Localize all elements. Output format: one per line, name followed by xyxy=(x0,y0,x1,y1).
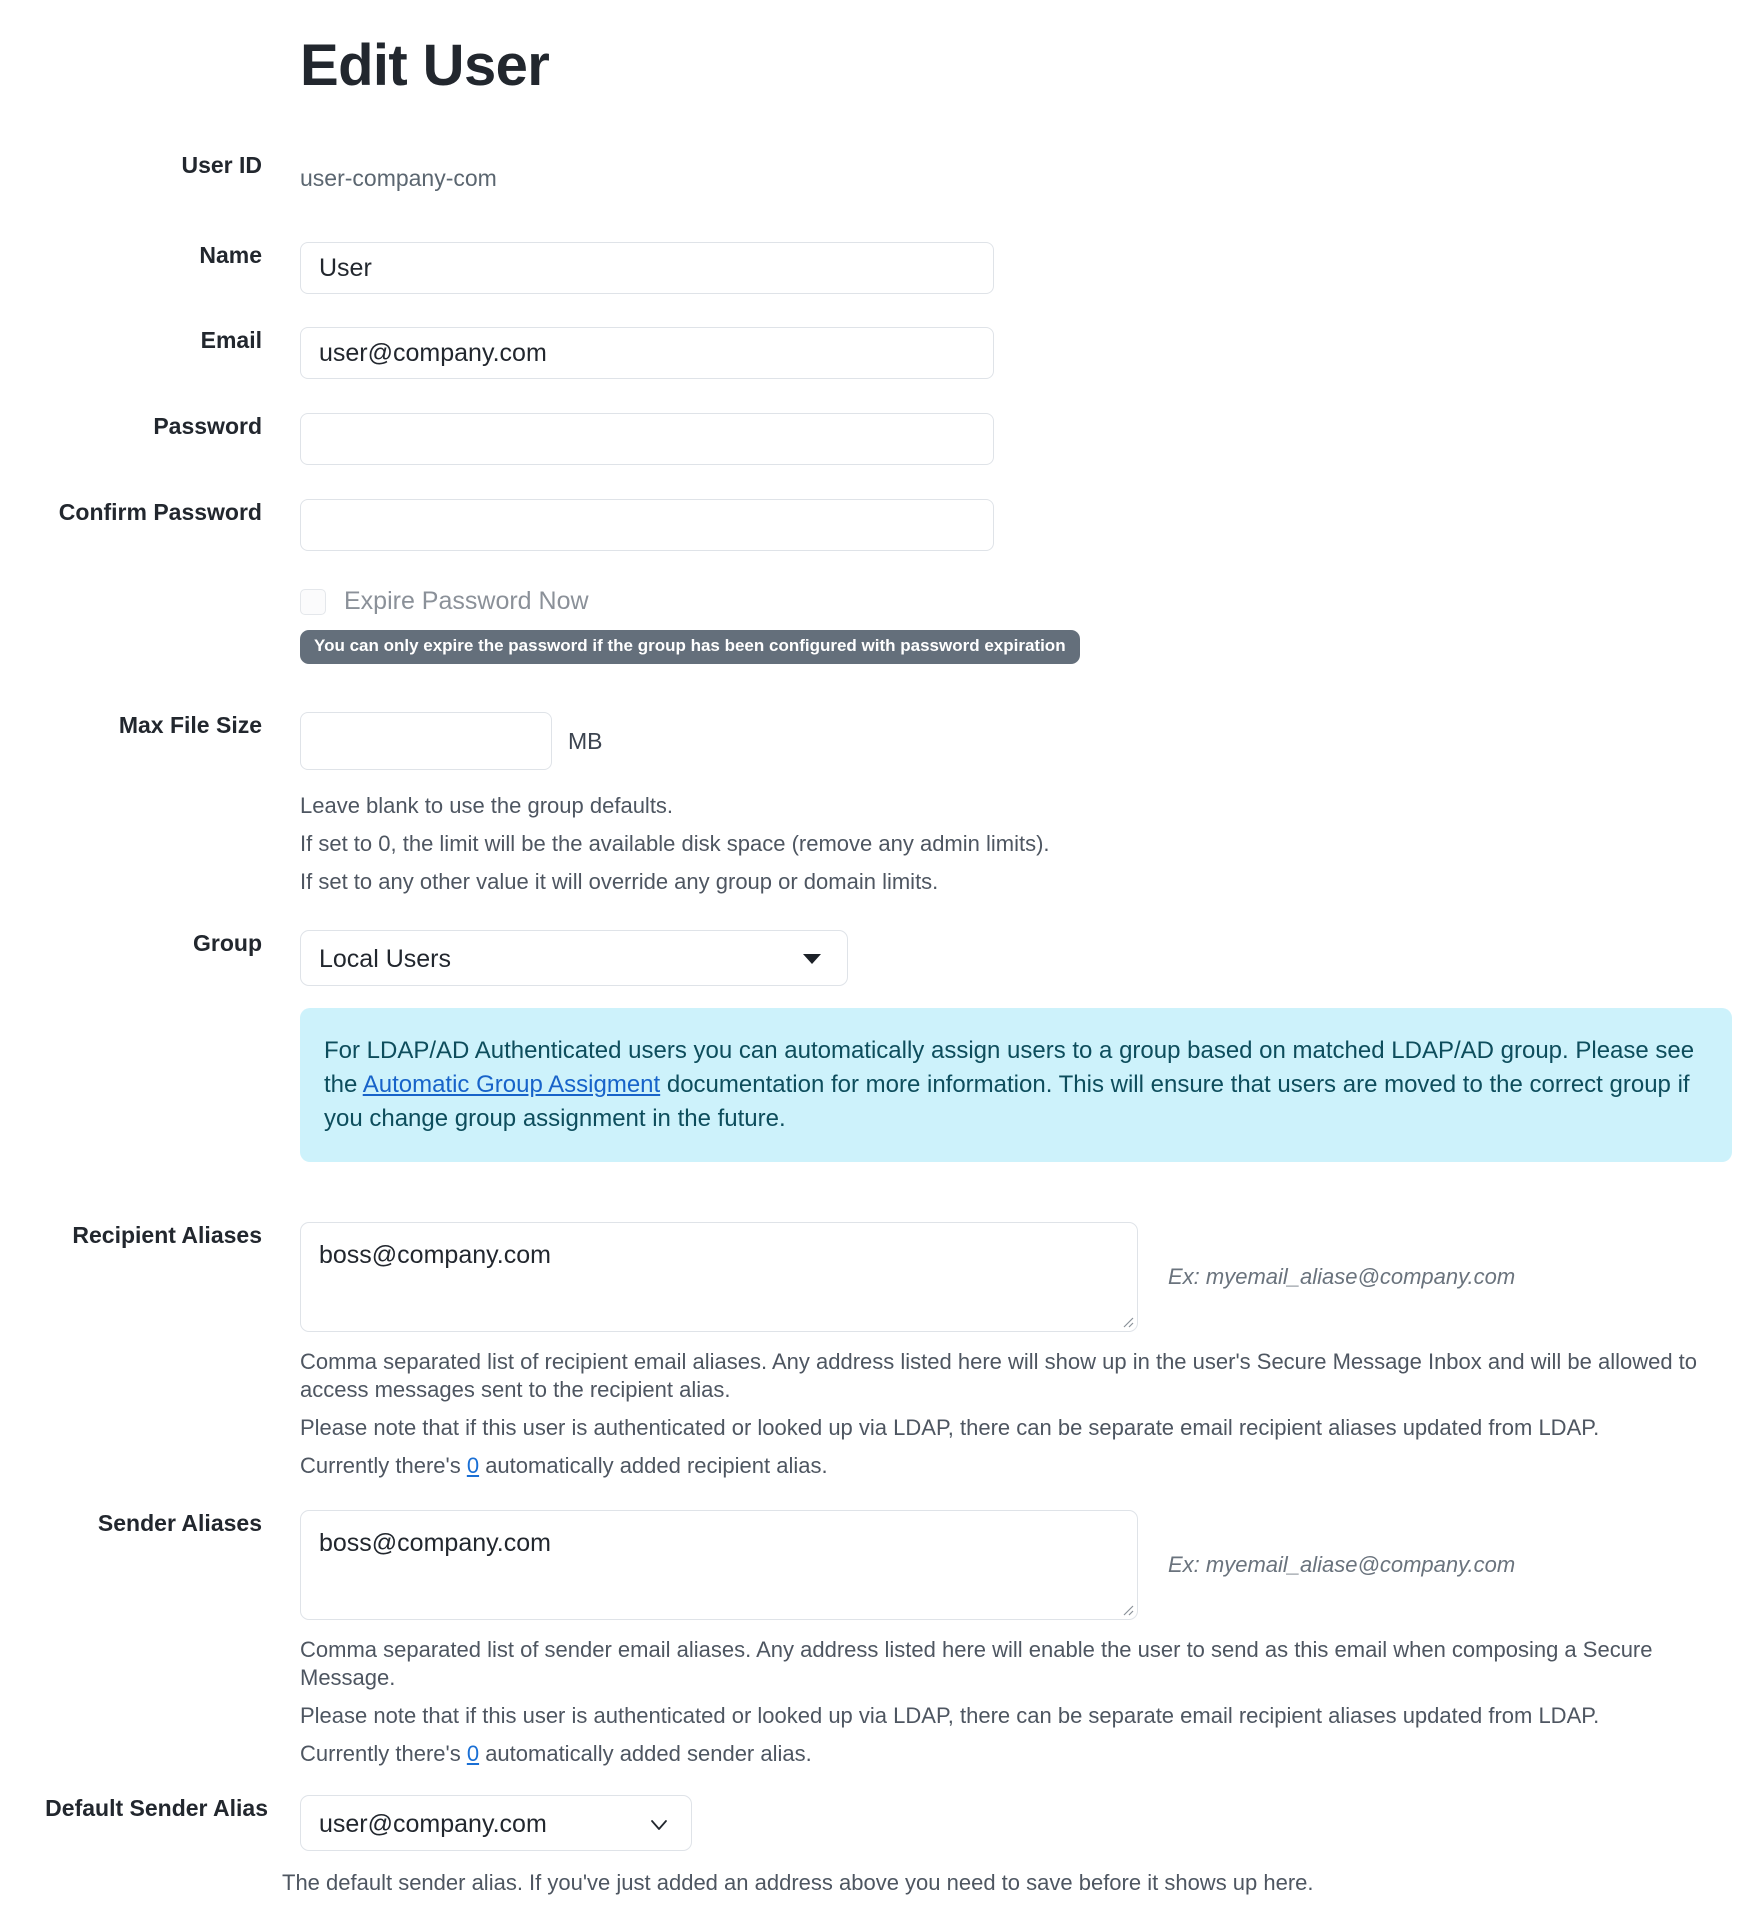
max-file-size-label: Max File Size xyxy=(118,712,262,738)
field-row-name xyxy=(0,242,994,294)
default-sender-alias-field-wrap xyxy=(282,1795,1314,1897)
max-file-size-input[interactable] xyxy=(300,712,552,770)
expire-password-field-wrap xyxy=(300,587,1080,664)
chevron-down-icon xyxy=(803,954,821,964)
recipient-aliases-help-line-3 xyxy=(300,1452,1732,1480)
expire-password-label: Expire Password Now xyxy=(344,587,589,615)
password-input[interactable] xyxy=(300,413,994,465)
recipient-aliases-help-line-2: Please note that if this user is authenticated or looked up via LDAP, there can be separate email recipient aliases updated from LDAP. xyxy=(300,1415,1600,1441)
resize-handle-icon[interactable] xyxy=(1118,1600,1134,1616)
recipient-aliases-textarea[interactable] xyxy=(300,1222,1138,1332)
group-info-text-after: documentation for more information. This will ensure that users are moved to the correct group if you change group assignment in the future. xyxy=(324,1071,1690,1133)
sender-aliases-textarea[interactable] xyxy=(300,1510,1138,1620)
sender-aliases-example: Ex: myemail_aliase@company.com xyxy=(1168,1552,1516,1577)
recipient-aliases-input-row xyxy=(300,1222,1732,1332)
email-field-wrap xyxy=(300,327,994,379)
confirm-password-field-wrap xyxy=(300,499,994,551)
group-label: Group xyxy=(193,930,262,956)
group-field-wrap xyxy=(300,930,1732,1162)
max-file-size-help-line-1: Leave blank to use the group defaults. xyxy=(300,793,674,818)
field-row-default-sender-alias xyxy=(0,1795,1314,1897)
default-sender-alias-label: Default Sender Alias xyxy=(45,1795,268,1821)
page-title: Edit User xyxy=(300,33,550,98)
field-row-email xyxy=(0,327,994,379)
field-row-recipient-aliases xyxy=(0,1222,1732,1481)
sender-aliases-help-line-1: Comma separated list of sender email aliases. Any address listed here will enable the user to send as this email when composing a Secure Message. xyxy=(300,1637,1653,1691)
chevron-down-icon xyxy=(649,1815,669,1835)
recipient-aliases-label: Recipient Aliases xyxy=(72,1222,262,1248)
field-row-user-id xyxy=(0,152,497,204)
recipient-aliases-help-prefix: Currently there's xyxy=(300,1453,467,1479)
sender-aliases-help-prefix: Currently there's xyxy=(300,1741,467,1767)
max-file-size-help-line-2: If set to 0, the limit will be the available disk space (remove any admin limits). xyxy=(300,831,1050,857)
max-file-size-unit: MB xyxy=(568,728,603,754)
field-row-group xyxy=(0,930,1732,1162)
field-row-password xyxy=(0,413,994,465)
confirm-password-input[interactable] xyxy=(300,499,994,551)
confirm-password-label: Confirm Password xyxy=(58,499,262,525)
field-row-confirm-password xyxy=(0,499,994,551)
expire-password-tooltip: You can only expire the password if the group has been configured with password expiration xyxy=(300,630,1080,664)
password-field-wrap xyxy=(300,413,994,465)
group-select[interactable] xyxy=(300,930,848,986)
recipient-aliases-help-suffix: automatically added recipient alias. xyxy=(479,1453,828,1479)
name-label: Name xyxy=(199,242,262,268)
recipient-aliases-auto-count-link[interactable]: 0 xyxy=(466,1453,480,1479)
max-file-size-help xyxy=(300,792,1050,896)
group-info-text-before: For LDAP/AD Authenticated users you can automatically assign users to a group based on matched LDAP/AD group. Please see the xyxy=(324,1037,1695,1099)
resize-handle-icon[interactable] xyxy=(1118,1312,1134,1328)
max-file-size-input-row xyxy=(300,712,1050,770)
group-info-box xyxy=(300,1008,1732,1162)
default-sender-alias-value: user@company.com xyxy=(319,1810,547,1838)
email-label: Email xyxy=(200,327,262,353)
sender-aliases-help-line-2: Please note that if this user is authenticated or looked up via LDAP, there can be separate email recipient aliases updated from LDAP. xyxy=(300,1703,1600,1729)
password-label: Password xyxy=(153,413,262,439)
name-input[interactable] xyxy=(300,242,994,294)
sender-aliases-field-wrap xyxy=(300,1510,1732,1769)
sender-aliases-value: boss@company.com xyxy=(319,1529,551,1557)
sender-aliases-label: Sender Aliases xyxy=(97,1510,262,1536)
recipient-aliases-field-wrap xyxy=(300,1222,1732,1481)
group-select-value: Local Users xyxy=(319,945,451,973)
sender-aliases-help-line-3 xyxy=(300,1740,1732,1768)
user-id-value: user-company-com xyxy=(300,165,497,191)
name-field-wrap xyxy=(300,242,994,294)
user-id-label: User ID xyxy=(181,152,262,178)
email-input[interactable] xyxy=(300,327,994,379)
sender-aliases-help xyxy=(300,1636,1732,1769)
recipient-aliases-help-line-1: Comma separated list of recipient email aliases. Any address listed here will show up in the user's Secure Message Inbox and will be allowed to access messages sent to the recipient alias. xyxy=(300,1349,1698,1403)
recipient-aliases-value: boss@company.com xyxy=(319,1241,551,1269)
default-sender-alias-select[interactable] xyxy=(300,1795,692,1851)
expire-password-checkbox[interactable] xyxy=(300,589,326,615)
expire-password-tooltip-wrap xyxy=(300,630,1080,664)
user-id-value-wrap xyxy=(300,152,497,204)
default-sender-alias-help: The default sender alias. If you've just added an address above you need to save before it shows up here. xyxy=(282,1870,1314,1895)
automatic-group-assignment-link[interactable]: Automatic Group Assigment xyxy=(362,1071,661,1099)
sender-aliases-input-row xyxy=(300,1510,1732,1620)
expire-password-checkbox-row[interactable] xyxy=(300,587,1080,616)
field-row-max-file-size xyxy=(0,712,1050,896)
max-file-size-field-wrap xyxy=(300,712,1050,896)
sender-aliases-help-suffix: automatically added sender alias. xyxy=(479,1741,812,1767)
recipient-aliases-help xyxy=(300,1348,1732,1481)
max-file-size-help-line-3: If set to any other value it will override any group or domain limits. xyxy=(300,869,939,895)
field-row-expire-password xyxy=(0,587,1080,664)
sender-aliases-auto-count-link[interactable]: 0 xyxy=(466,1741,480,1767)
recipient-aliases-example: Ex: myemail_aliase@company.com xyxy=(1168,1264,1516,1289)
field-row-sender-aliases xyxy=(0,1510,1732,1769)
